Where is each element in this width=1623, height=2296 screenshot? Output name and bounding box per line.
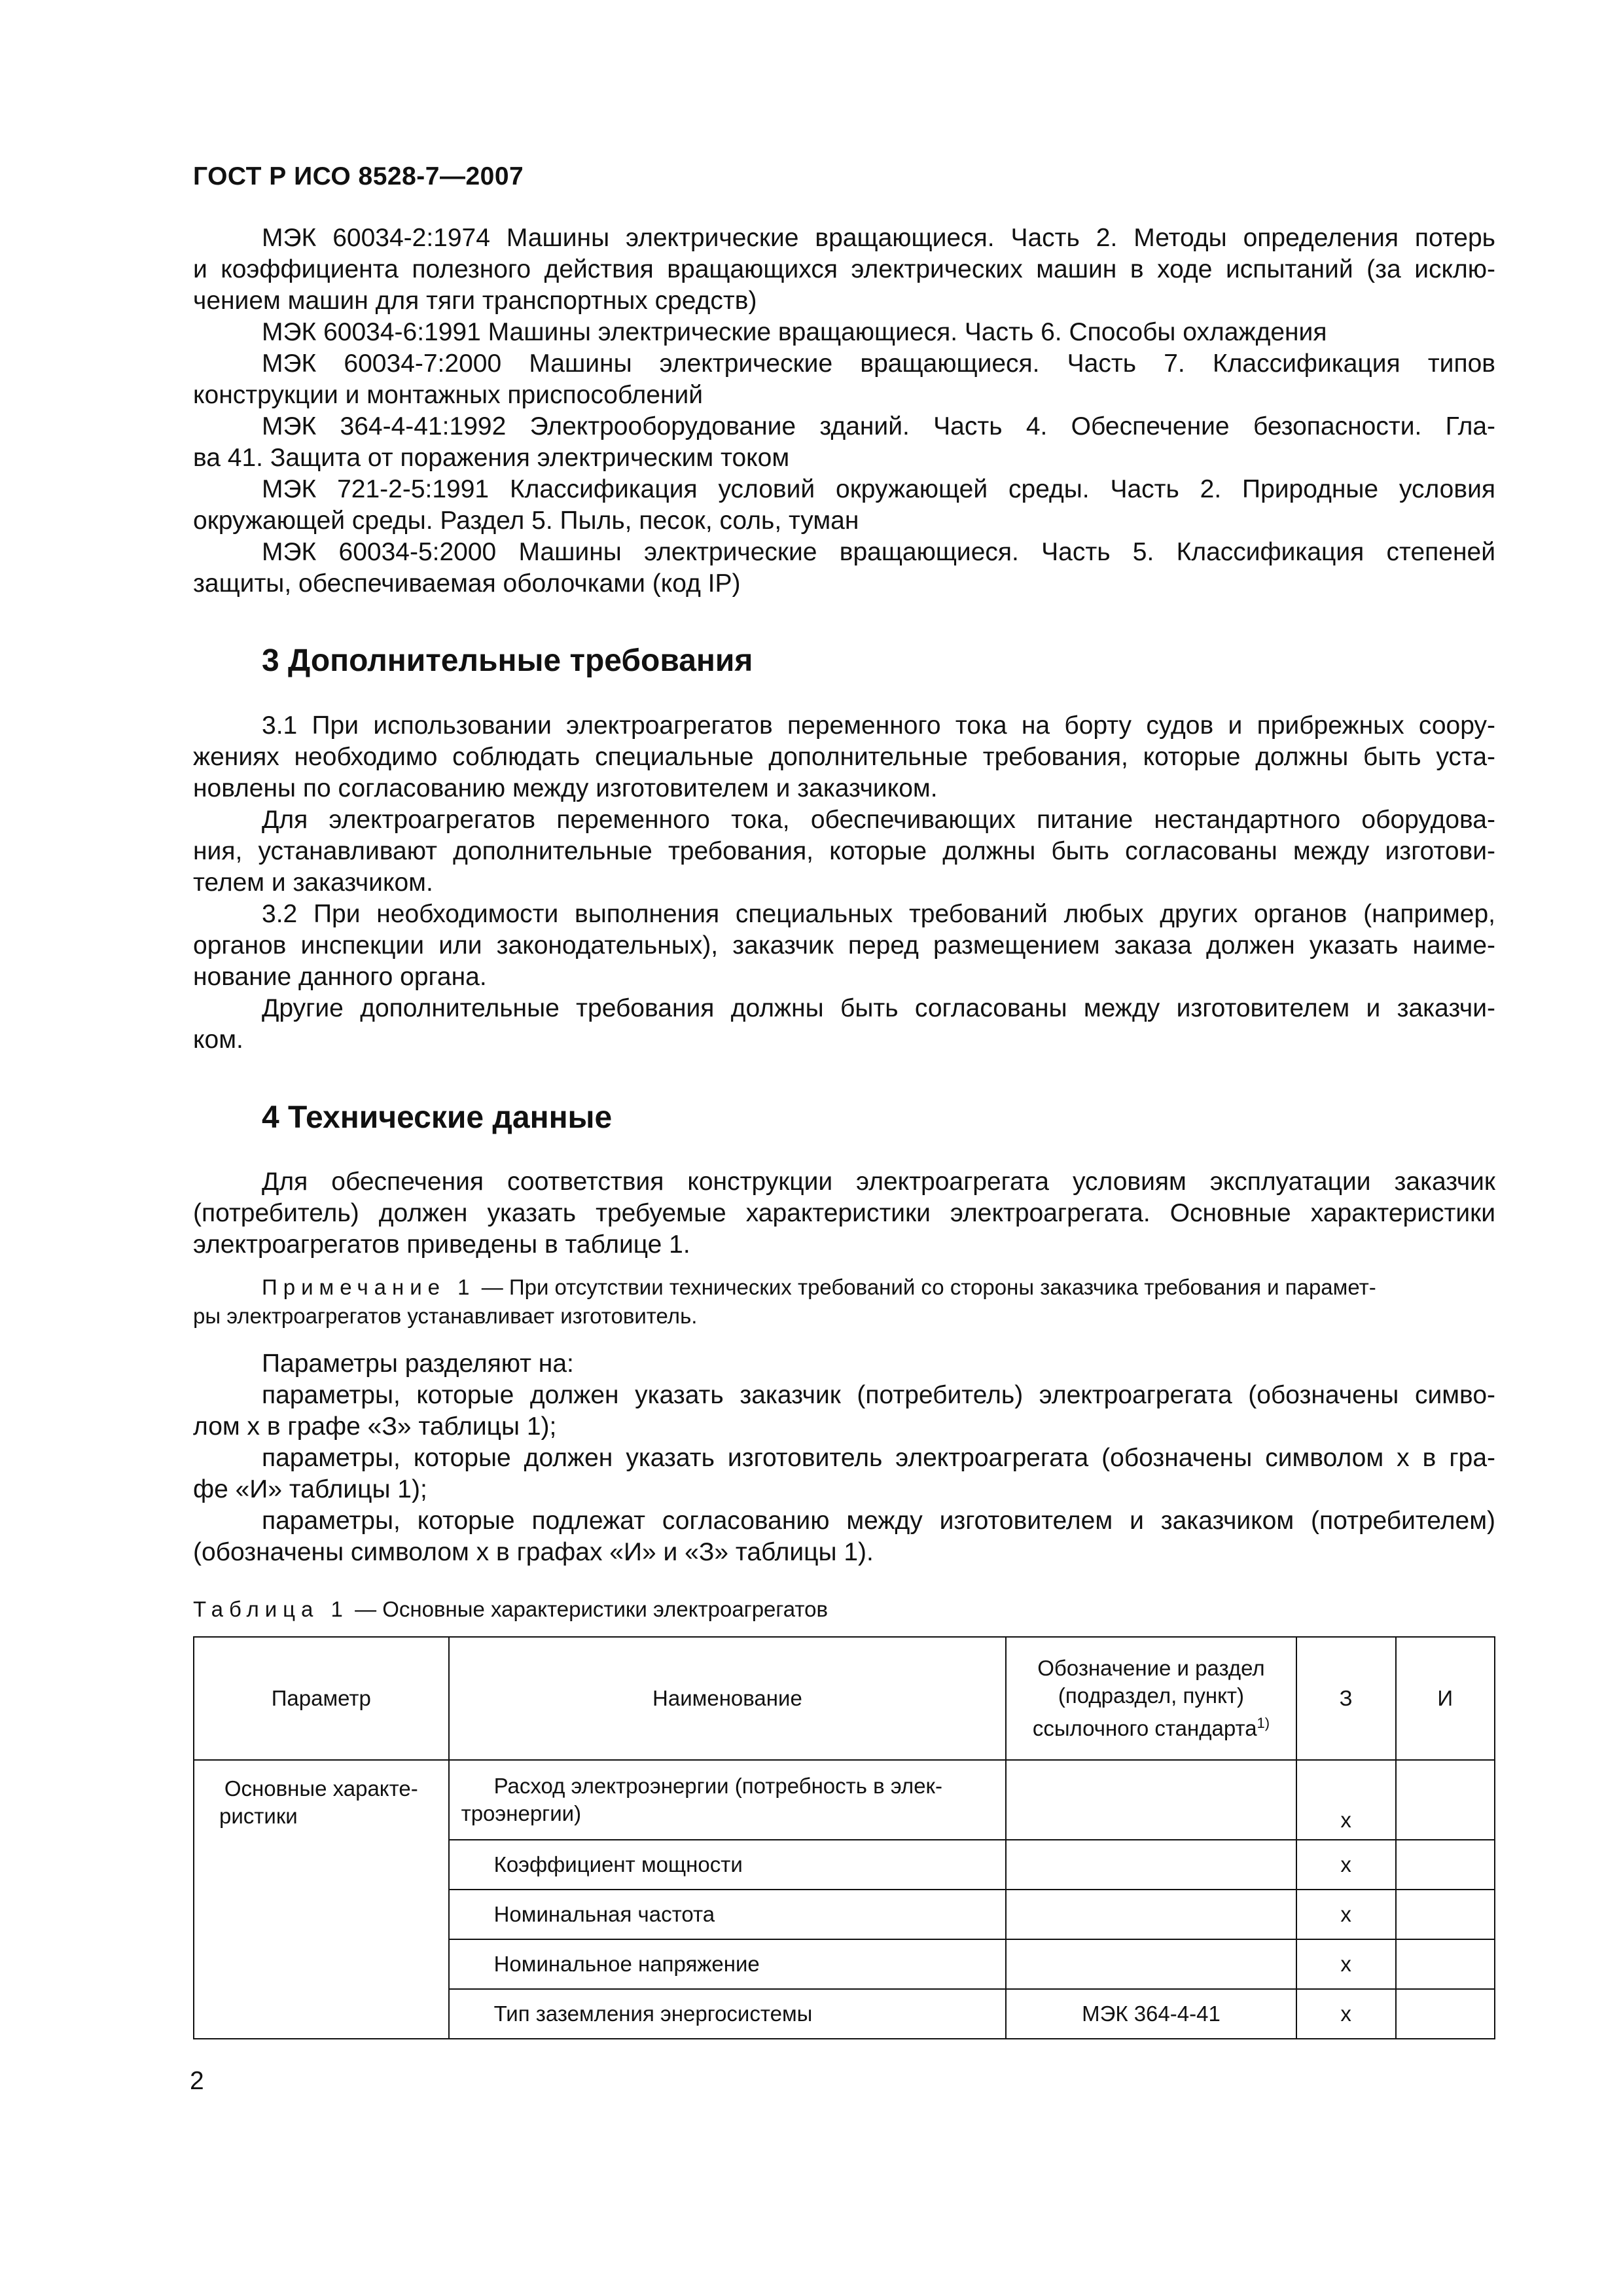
reference-line: чением машин для тяги транспортных средств) bbox=[193, 287, 757, 315]
reference-line: окружающей среды. Раздел 5. Пыль, песок, соль, туман bbox=[193, 507, 859, 535]
row-name-line: троэнергии) bbox=[461, 1801, 582, 1825]
paragraph-line: ния, устанавливают дополнительные требования, которые должны быть согласованы между изготови- bbox=[193, 837, 1495, 865]
row-i-cell bbox=[1396, 1890, 1495, 1939]
row-ref-cell: МЭК 364-4-41 bbox=[1006, 1989, 1296, 2039]
table-1-caption bbox=[193, 1597, 828, 1622]
paragraph-line: Для электроагрегатов переменного тока, обеспечивающих питание нестандартного оборудова- bbox=[262, 806, 1495, 834]
paragraph-line: нование данного органа. bbox=[193, 963, 487, 991]
reference-line: МЭК 721-2-5:1991 Классификация условий окружающей среды. Часть 2. Природные условия bbox=[262, 475, 1495, 503]
reference-line: МЭК 60034-7:2000 Машины электрические вращающиеся. Часть 7. Классификация типов bbox=[262, 350, 1495, 378]
paragraph-line: ком. bbox=[193, 1026, 243, 1054]
row-name-cell: Коэффициент мощности bbox=[449, 1840, 1007, 1890]
header-param: Параметр bbox=[194, 1637, 449, 1760]
table-1 bbox=[193, 1636, 1495, 2039]
section-4-title: 4 Технические данные bbox=[262, 1100, 613, 1135]
param-item-line: параметры, которые должен указать заказчик (потребитель) электроагрегата (обозначены симво- bbox=[262, 1381, 1495, 1409]
section-4-intro bbox=[193, 1166, 1495, 1261]
reference-line: защиты, обеспечиваемая оболочками (код IP) bbox=[193, 569, 741, 598]
row-name-cell bbox=[449, 1760, 1007, 1840]
row-ref-cell bbox=[1006, 1939, 1296, 1989]
paragraph-line: Для обеспечения соответствия конструкции электроагрегата условиям эксплуатации заказчик bbox=[262, 1168, 1495, 1196]
row-z-cell: x bbox=[1296, 1760, 1396, 1840]
note-line bbox=[193, 1273, 1495, 1302]
table-caption-text: — Основные характеристики электроагрегатов bbox=[348, 1597, 828, 1621]
group-label-cell bbox=[194, 1760, 449, 2039]
reference-line: конструкции и монтажных приспособлений bbox=[193, 381, 704, 409]
document-code-header: ГОСТ Р ИСО 8528-7—2007 bbox=[193, 162, 524, 190]
header-ref-line bbox=[1013, 1710, 1289, 1742]
group-label-line: ристики bbox=[219, 1804, 298, 1828]
parameters-list bbox=[193, 1348, 1495, 1568]
paragraph-line: жениях необходимо соблюдать специальные дополнительные требования, которые должны быть уста- bbox=[193, 743, 1495, 771]
row-name-cell: Номинальная частота bbox=[449, 1890, 1007, 1939]
footnote-marker: 1) bbox=[1257, 1715, 1270, 1731]
note-label: Примечание 1 bbox=[262, 1275, 476, 1299]
row-ref-cell bbox=[1006, 1840, 1296, 1890]
paragraph-line: 3.2 При необходимости выполнения специальных требований любых других органов (например, bbox=[262, 900, 1495, 928]
header-name: Наименование bbox=[449, 1637, 1007, 1760]
row-i-cell bbox=[1396, 1760, 1495, 1840]
paragraph-line: электроагрегатов приведены в таблице 1. bbox=[193, 1230, 690, 1259]
note-line: ры электроагрегатов устанавливает изготовитель. bbox=[193, 1304, 698, 1328]
reference-line: и коэффициента полезного действия вращающихся электрических машин в ходе испытаний (за исклю- bbox=[193, 255, 1495, 283]
reference-line: МЭК 60034-6:1991 Машины электрические вращающиеся. Часть 6. Способы охлаждения bbox=[262, 318, 1327, 346]
note-1 bbox=[193, 1273, 1495, 1331]
row-name-cell: Номинальное напряжение bbox=[449, 1939, 1007, 1989]
row-i-cell bbox=[1396, 1989, 1495, 2039]
param-item-line: лом x в графе «З» таблицы 1); bbox=[193, 1412, 557, 1441]
header-i: И bbox=[1396, 1637, 1495, 1760]
param-item-line: параметры, которые должен указать изготовитель электроагрегата (обозначены символом x в гра- bbox=[262, 1444, 1495, 1472]
paragraph-line: новлены по согласованию между изготовителем и заказчиком. bbox=[193, 774, 938, 802]
paragraph-line: Другие дополнительные требования должны быть согласованы между изготовителем и заказчи- bbox=[262, 994, 1495, 1022]
row-i-cell bbox=[1396, 1939, 1495, 1989]
paragraph-line: телем и заказчиком. bbox=[193, 869, 433, 897]
table-row bbox=[194, 1760, 1495, 1840]
row-ref-cell bbox=[1006, 1760, 1296, 1840]
row-name-cell: Тип заземления энергосистемы bbox=[449, 1989, 1007, 2039]
section-3-body bbox=[193, 710, 1495, 1056]
header-ref bbox=[1006, 1637, 1296, 1760]
reference-line: МЭК 60034-2:1974 Машины электрические вращающиеся. Часть 2. Методы определения потерь bbox=[262, 224, 1495, 252]
page-number: 2 bbox=[190, 2067, 204, 2095]
row-z-cell: x bbox=[1296, 1989, 1396, 2039]
row-z-cell: x bbox=[1296, 1890, 1396, 1939]
header-z: З bbox=[1296, 1637, 1396, 1760]
group-label-line: Основные характе- bbox=[224, 1776, 418, 1801]
row-name-line: Расход электроэнергии (потребность в элек- bbox=[493, 1774, 942, 1798]
row-i-cell bbox=[1396, 1840, 1495, 1890]
table-header-row bbox=[194, 1637, 1495, 1760]
params-intro: Параметры разделяют на: bbox=[262, 1350, 574, 1378]
row-ref-cell bbox=[1006, 1890, 1296, 1939]
row-z-cell: x bbox=[1296, 1939, 1396, 1989]
header-ref-line: Обозначение и раздел bbox=[1037, 1656, 1265, 1680]
normative-references bbox=[193, 223, 1495, 600]
header-ref-text: ссылочного стандарта bbox=[1032, 1716, 1257, 1740]
row-z-cell: x bbox=[1296, 1840, 1396, 1890]
param-item-line: параметры, которые подлежат согласованию между изготовителем и заказчиком (потребителем) bbox=[262, 1507, 1495, 1535]
param-item-line: фе «И» таблицы 1); bbox=[193, 1475, 427, 1503]
paragraph-line: органов инспекции или законодательных), заказчик перед размещением заказа должен указать наиме- bbox=[193, 931, 1495, 960]
paragraph-line: (потребитель) должен указать требуемые характеристики электроагрегата. Основные характеристики bbox=[193, 1199, 1495, 1227]
reference-line: ва 41. Защита от поражения электрическим током bbox=[193, 444, 790, 472]
header-ref-line: (подраздел, пункт) bbox=[1058, 1683, 1244, 1708]
reference-line: МЭК 60034-5:2000 Машины электрические вращающиеся. Часть 5. Классификация степеней bbox=[262, 538, 1495, 566]
table-caption-label: Таблица 1 bbox=[193, 1597, 349, 1621]
reference-line: МЭК 364-4-41:1992 Электрооборудование зданий. Часть 4. Обеспечение безопасности. Гла- bbox=[262, 412, 1495, 440]
param-item-line: (обозначены символом x в графах «И» и «З» таблицы 1). bbox=[193, 1538, 874, 1566]
section-3-title: 3 Дополнительные требования bbox=[262, 643, 753, 678]
paragraph-line: 3.1 При использовании электроагрегатов переменного тока на борту судов и прибрежных соору- bbox=[262, 711, 1495, 740]
note-text: — При отсутствии технических требований со стороны заказчика требования и парамет- bbox=[475, 1275, 1376, 1299]
